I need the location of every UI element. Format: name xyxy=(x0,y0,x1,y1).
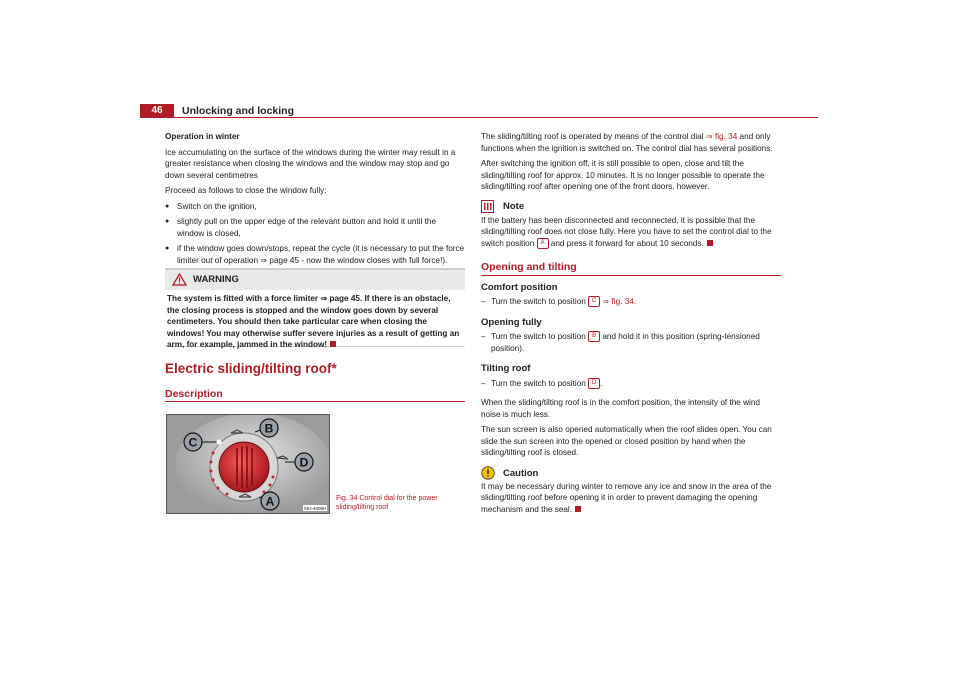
section-title: Electric sliding/tilting roof* xyxy=(165,361,337,376)
comfort-step xyxy=(481,296,781,308)
label-c: C xyxy=(188,435,198,450)
warning-header xyxy=(165,270,465,290)
fig-reference-link[interactable]: ⇒ fig. 34. xyxy=(600,297,637,306)
subsection-title: Description xyxy=(165,388,223,400)
chapter-title: Unlocking and locking xyxy=(182,105,295,117)
caution-title: Caution xyxy=(503,467,539,479)
position-badge: B xyxy=(588,331,600,342)
control-dial-figure xyxy=(166,414,330,514)
label-b: B xyxy=(264,421,274,436)
label-d: D xyxy=(299,455,309,470)
position-badge: C xyxy=(588,296,600,307)
caution-text: It may be necessary during winter to remove any ice and snow in the area of the sliding/tilting roof before opening it in order to prevent damaging the opening mechanism and the seal. xyxy=(481,481,772,514)
warning-title: WARNING xyxy=(193,274,239,285)
end-marker-icon xyxy=(707,240,713,246)
p1-text-end: and only functions when the ignition is switched on. The control dial has several positions. xyxy=(481,132,773,153)
note-icon xyxy=(481,200,494,213)
fully-title: Opening fully xyxy=(481,316,542,328)
note-title: Note xyxy=(503,200,525,212)
p1-text: The sliding/tilting roof is operated by means of the control dial xyxy=(481,132,706,141)
caution-header xyxy=(481,466,781,481)
control-dial-illustration xyxy=(167,415,329,513)
header-rule xyxy=(140,117,818,118)
fully-step xyxy=(481,331,781,354)
caution-icon xyxy=(481,466,495,480)
fully-text: Turn the switch to position xyxy=(491,332,589,341)
warning-triangle-icon xyxy=(172,273,187,286)
fig-reference-link[interactable]: ⇒ fig. 34 xyxy=(705,132,738,141)
comfort-text: Turn the switch to position xyxy=(491,297,589,306)
figure-code: S6J-4006H xyxy=(303,506,327,511)
position-badge: D xyxy=(588,378,600,389)
fully-text-end: and hold it in this position (spring-tensioned position). xyxy=(491,332,760,353)
roof-paragraph-2: After switching the ignition off, it is still possible to open, close and tilt the sliding/tilting roof for approx. 10 minutes. It is no longer possible to operate the sliding/tilting roof after opening one of the front doors, however. xyxy=(481,159,765,191)
note-text-end: and press it forward for about 10 seconds. xyxy=(548,238,704,248)
caption-line-1: Fig. 34 Control dial for the power xyxy=(336,495,438,502)
right-column xyxy=(481,131,781,519)
warning-text: The system is fitted with a force limiter ⇒ page 45. If there is an obstacle, the closing process is stopped and the window goes down by several centimeters. You should then take particular care when closing the windows! You may otherwise suffer severe injuries as a result of getting an arm, for example, jammed in the window! xyxy=(167,294,460,349)
tilting-step xyxy=(481,378,781,390)
roof-paragraph-4: The sun screen is also opened automatically when the roof slides open. You can slide the sun screen into the opened or closed position by hand when the sliding/tilting roof is closed. xyxy=(481,425,772,457)
winter-section xyxy=(165,131,465,270)
winter-paragraph-1: Ice accumulating on the surface of the windows during the winter may result in a greater resistance when closing the windows and the window may stop and go down several centimetres xyxy=(165,147,456,180)
subsection-rule xyxy=(165,401,465,402)
bullet-item: ● slightly pull on the upper edge of the relevant button and hold it until the window is closed, xyxy=(165,216,465,239)
comfort-title: Comfort position xyxy=(481,281,558,293)
tilting-title: Tilting roof xyxy=(481,363,531,374)
page-number: 46 xyxy=(140,104,174,118)
opening-title: Opening and tilting xyxy=(481,261,577,273)
position-badge: A xyxy=(537,238,549,249)
roof-paragraph-3: When the sliding/tilting roof is in the comfort position, the intensity of the wind noise is much less. xyxy=(481,398,760,419)
roof-paragraph-1 xyxy=(481,131,781,154)
winter-heading: Operation in winter xyxy=(165,132,240,141)
warning-box xyxy=(165,268,465,347)
note-text-start: If the battery has been disconnected and reconnected, it is possible that the sliding/tilting roof does not close fully. Here you have to set the control dial to the switch position xyxy=(481,215,772,248)
opening-rule xyxy=(481,275,781,276)
end-marker-icon xyxy=(330,341,336,347)
warning-text-block xyxy=(165,290,465,351)
bullet-item: ● if the window goes down/stops, repeat the cycle (it is necessary to put the force limiter out of operation ⇒ page 45 - now the window closes with full force!). xyxy=(165,243,465,266)
note-text xyxy=(481,215,781,250)
label-a: A xyxy=(265,494,275,509)
bullet-item: ● Switch on the ignition, xyxy=(165,201,465,213)
end-marker-icon xyxy=(575,506,581,512)
winter-paragraph-2: Proceed as follows to close the window fully: xyxy=(165,186,327,195)
figure-caption xyxy=(336,494,464,512)
caution-text-block xyxy=(481,481,781,516)
note-header xyxy=(481,200,781,215)
tilting-text-end: . xyxy=(600,378,603,388)
caption-line-2: sliding/tilting roof xyxy=(336,504,389,511)
tilting-text: Turn the switch to position xyxy=(491,378,589,388)
